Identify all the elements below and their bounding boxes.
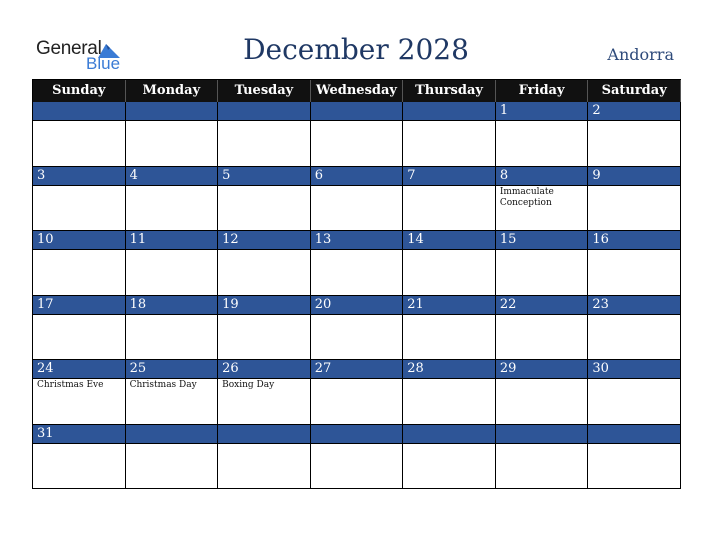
day-number: 4: [126, 167, 218, 186]
day-number: 29: [496, 360, 588, 379]
day-number: 11: [126, 231, 218, 250]
day-cell[interactable]: [588, 102, 681, 167]
holiday-label: [588, 250, 680, 251]
day-number: 9: [588, 167, 680, 186]
holiday-label: [588, 379, 680, 380]
day-number: 1: [496, 102, 588, 121]
day-number: [33, 102, 125, 121]
day-number: 24: [33, 360, 125, 379]
holiday-label: Immaculate Conception: [499, 186, 554, 208]
day-number: 2: [588, 102, 680, 121]
day-number: 27: [311, 360, 403, 379]
day-number: 10: [33, 231, 125, 250]
day-number: 25: [126, 360, 218, 379]
day-cell[interactable]: [126, 360, 219, 425]
calendar-title: December 2028: [243, 33, 469, 66]
day-cell[interactable]: [311, 296, 404, 361]
holiday-label: [126, 186, 218, 187]
day-cell[interactable]: [403, 425, 496, 490]
holiday-label: Christmas Day: [129, 380, 197, 390]
holiday-label: [496, 315, 588, 316]
day-number: 30: [588, 360, 680, 379]
holiday-label: [33, 186, 125, 187]
day-cell[interactable]: [218, 296, 311, 361]
holiday-label: [496, 250, 588, 251]
day-number: 14: [403, 231, 495, 250]
day-cell[interactable]: [496, 102, 589, 167]
day-number: 15: [496, 231, 588, 250]
holiday-label: Boxing Day: [222, 380, 275, 390]
day-number: 23: [588, 296, 680, 315]
day-cell[interactable]: [33, 167, 126, 232]
day-cell[interactable]: [403, 231, 496, 296]
day-cell[interactable]: [33, 296, 126, 361]
holiday-label: [218, 444, 310, 445]
holiday-label: [311, 250, 403, 251]
day-cell[interactable]: [403, 102, 496, 167]
day-cell[interactable]: [311, 360, 404, 425]
weekday-header: Sunday: [33, 80, 126, 102]
day-cell[interactable]: [588, 360, 681, 425]
day-cell[interactable]: [496, 425, 589, 490]
holiday-label: [588, 186, 680, 187]
day-cell[interactable]: [126, 296, 219, 361]
holiday-label: [126, 121, 218, 122]
logo-text-blue: Blue: [86, 54, 121, 73]
holiday-label: [403, 186, 495, 187]
day-number: 5: [218, 167, 310, 186]
holiday-label: [496, 444, 588, 445]
day-number: 8: [496, 167, 588, 186]
day-number: [126, 102, 218, 121]
day-cell[interactable]: [33, 231, 126, 296]
country-label: Andorra: [607, 45, 674, 64]
day-cell[interactable]: [496, 360, 589, 425]
day-number: 3: [33, 167, 125, 186]
day-cell[interactable]: [496, 231, 589, 296]
holiday-label: [588, 121, 680, 122]
weekday-header: Wednesday: [311, 80, 404, 102]
day-number: [496, 425, 588, 444]
holiday-label: [588, 444, 680, 445]
day-number: [311, 102, 403, 121]
day-cell[interactable]: [403, 167, 496, 232]
holiday-label: [496, 121, 588, 122]
weekday-header: Friday: [496, 80, 589, 102]
day-number: 21: [403, 296, 495, 315]
day-cell[interactable]: [33, 425, 126, 490]
calendar-week-row: [33, 231, 681, 296]
calendar-week-row: [33, 425, 681, 490]
holiday-label: [33, 250, 125, 251]
day-number: [403, 425, 495, 444]
holiday-label: [126, 315, 218, 316]
day-cell[interactable]: [33, 102, 126, 167]
day-number: 19: [218, 296, 310, 315]
weekday-header: Thursday: [403, 80, 496, 102]
calendar-week-row: [33, 167, 681, 232]
calendar-week-row: [33, 296, 681, 361]
logo-text-general: General: [36, 38, 102, 59]
day-cell[interactable]: [311, 167, 404, 232]
holiday-label: [218, 315, 310, 316]
holiday-label: [311, 379, 403, 380]
day-cell[interactable]: [403, 296, 496, 361]
holiday-label: [33, 444, 125, 445]
holiday-label: [218, 250, 310, 251]
day-cell[interactable]: [218, 425, 311, 490]
holiday-label: [588, 315, 680, 316]
day-number: 12: [218, 231, 310, 250]
holiday-label: [403, 315, 495, 316]
day-cell[interactable]: [311, 231, 404, 296]
day-number: 16: [588, 231, 680, 250]
day-number: 20: [311, 296, 403, 315]
day-number: 13: [311, 231, 403, 250]
weekday-header: Saturday: [588, 80, 681, 102]
calendar-week-row: [33, 102, 681, 167]
holiday-label: [403, 121, 495, 122]
holiday-label: [126, 444, 218, 445]
holiday-label: [218, 121, 310, 122]
day-number: 31: [33, 425, 125, 444]
holiday-label: [311, 121, 403, 122]
day-cell[interactable]: [218, 167, 311, 232]
calendar-grid: [32, 79, 681, 489]
day-cell[interactable]: [496, 296, 589, 361]
weekday-header-row: [33, 80, 681, 102]
holiday-label: [33, 315, 125, 316]
day-number: [126, 425, 218, 444]
holiday-label: [311, 186, 403, 187]
day-cell[interactable]: [218, 102, 311, 167]
day-cell[interactable]: [403, 360, 496, 425]
day-cell[interactable]: [311, 425, 404, 490]
day-cell[interactable]: [218, 231, 311, 296]
holiday-label: [403, 250, 495, 251]
holiday-label: [403, 379, 495, 380]
day-number: [311, 425, 403, 444]
day-number: [218, 102, 310, 121]
day-cell[interactable]: [496, 167, 589, 232]
day-number: [218, 425, 310, 444]
day-cell[interactable]: [588, 167, 681, 232]
day-cell[interactable]: [126, 102, 219, 167]
day-number: [588, 425, 680, 444]
day-number: 6: [311, 167, 403, 186]
day-cell[interactable]: [588, 296, 681, 361]
day-cell[interactable]: [126, 167, 219, 232]
day-cell[interactable]: [33, 360, 126, 425]
holiday-label: [33, 121, 125, 122]
holiday-label: Christmas Eve: [37, 380, 104, 390]
day-number: 18: [126, 296, 218, 315]
day-cell[interactable]: [126, 231, 219, 296]
day-number: [403, 102, 495, 121]
weekday-header: Monday: [126, 80, 219, 102]
holiday-label: [403, 444, 495, 445]
holiday-label: [311, 315, 403, 316]
weekday-header: Tuesday: [218, 80, 311, 102]
day-number: 7: [403, 167, 495, 186]
day-cell[interactable]: [588, 425, 681, 490]
holiday-label: [218, 186, 310, 187]
day-cell[interactable]: [218, 360, 311, 425]
day-cell[interactable]: [126, 425, 219, 490]
day-cell[interactable]: [311, 102, 404, 167]
holiday-label: [311, 444, 403, 445]
day-number: 26: [218, 360, 310, 379]
calendar-week-row: [33, 360, 681, 425]
holiday-label: [126, 250, 218, 251]
day-number: 17: [33, 296, 125, 315]
day-number: 22: [496, 296, 588, 315]
day-cell[interactable]: [588, 231, 681, 296]
day-number: 28: [403, 360, 495, 379]
holiday-label: [496, 379, 588, 380]
